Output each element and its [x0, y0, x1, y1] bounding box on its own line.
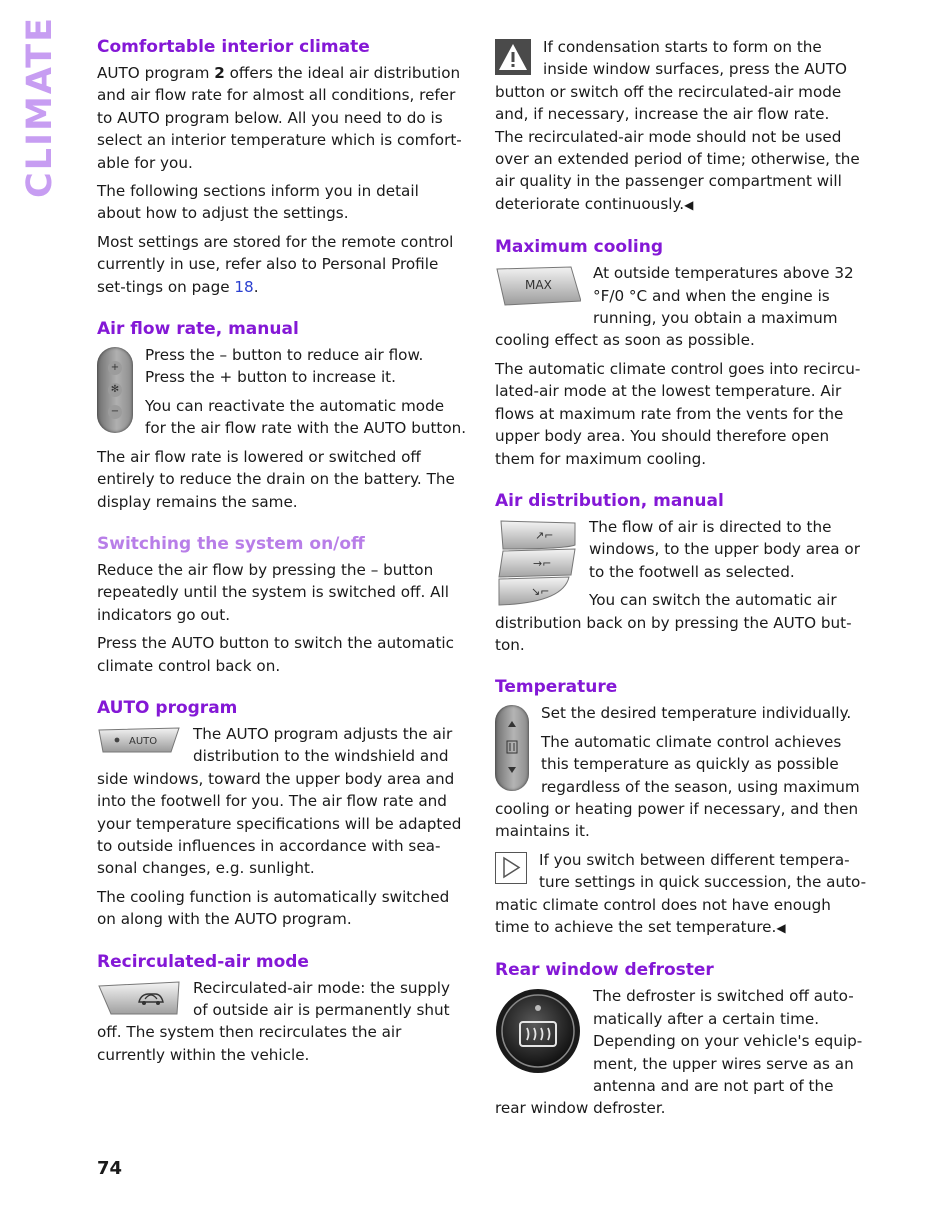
- page-number: 74: [97, 1158, 123, 1179]
- onoff-paragraph-2: Press the AUTO button to switch the automatic climate control back on.: [97, 634, 454, 675]
- section-auto: [97, 697, 467, 931]
- heading-onoff: Switching the system on/off: [97, 533, 365, 554]
- section-defroster: [495, 959, 867, 1119]
- heading-airflow: Air flow rate, manual: [97, 319, 299, 340]
- heading-defroster: Rear window defroster: [495, 960, 714, 981]
- heading-maxcool: Maximum cooling: [495, 237, 663, 258]
- section-comfort: [97, 36, 467, 298]
- airflow-paragraph-2: You can reactivate the automatic mode for the air flow rate with the AUTO button.: [145, 396, 467, 438]
- max-button-label: MAX: [525, 278, 552, 293]
- warning-paragraph-2: The recirculated-air mode should not be used over an extended period of time; otherwise, the air quality in the passenger compartment will deteriorate continuously.◀: [495, 127, 860, 213]
- auto-paragraph-1: The AUTO program adjusts the air distribution to the windshield and side windows, toward the upper body area and into the footwell for you. The air flow rate and your temperature specifications will be adapted to outside influences in accordance with sea-sonal changes, e.g. sunlight.: [97, 724, 462, 878]
- heading-auto: AUTO program: [97, 697, 238, 718]
- airflow-paragraph-1: Press the – button to reduce air flow. Press the + button to increase it.: [145, 346, 424, 387]
- distribution-paragraph-2: You can switch the automatic air distribution back on by pressing the AUTO but-ton.: [495, 591, 852, 654]
- max-button-icon: [495, 265, 581, 307]
- end-marker-icon: ◀: [776, 921, 786, 935]
- warning-paragraph-1: If condensation starts to form on the inside window surfaces, press the AUTO button or switch off the recirculated-air mode and, if necessary, increase the air flow rate.: [495, 38, 847, 124]
- fan-control-icon: + ✻ −: [97, 347, 133, 433]
- comfort-paragraph-3: Most settings are stored for the remote control currently in use, refer also to Personal Profile set-tings on page 18.: [97, 232, 454, 296]
- temperature-paragraph-2: The automatic climate control achieves this temperature as quickly as possible regardless of the season, using maximum cooling or heating power if necessary, and then maintains it.: [495, 732, 860, 841]
- maxcool-paragraph-2: The automatic climate control goes into recircu-lated-air mode at the lowest temperature. Air flows at maximum rate from the vents for the upper body area. You should therefore open them for maximum cooling.: [495, 359, 861, 468]
- temperature-paragraph-1: Set the desired temperature individually.: [541, 704, 852, 723]
- recirculation-button-icon: [97, 980, 181, 1016]
- warning-icon: [495, 39, 531, 75]
- section-temperature: [495, 676, 867, 939]
- right-column: [495, 36, 867, 1140]
- temperature-rocker-icon: [495, 705, 529, 791]
- section-distribution: [495, 490, 867, 656]
- auto-button-icon: [97, 726, 181, 754]
- section-recirc: [97, 951, 467, 1067]
- chapter-title: CLIMATE: [20, 16, 60, 198]
- svg-text:→⌐: →⌐: [533, 556, 552, 570]
- temperature-note: If you switch between different tempera-ture settings in quick succession, the auto-matic climate control does not have enough time to achieve the set temperature.◀: [495, 850, 867, 936]
- section-warning: [495, 36, 867, 216]
- rear-defroster-button-icon: [495, 988, 581, 1074]
- note-icon: [495, 852, 527, 884]
- airflow-paragraph-3: The air flow rate is lowered or switched off entirely to reduce the drain on the battery. The display remains the same.: [97, 447, 455, 511]
- comfort-paragraph-1: AUTO program 2 offers the ideal air distribution and air flow rate for almost all conditions, refer to AUTO program below. All you need to do is select an interior temperature which is comfort-able for you.: [97, 64, 462, 172]
- comfort-paragraph-2: The following sections inform you in detail about how to adjust the settings.: [97, 182, 419, 223]
- end-marker-icon: ◀: [684, 197, 694, 212]
- section-airflow: [97, 318, 467, 513]
- distribution-paragraph-1: The flow of air is directed to the windows, to the upper body area or to the footwell as selected.: [589, 517, 860, 581]
- defroster-paragraph-1: The defroster is switched off auto-matically after a certain time. Depending on your vehicle's equip-ment, the upper wires serve as an antenna and are not part of the rear window defroster.: [495, 987, 863, 1118]
- section-maxcool: [495, 236, 867, 470]
- svg-text:↘⌐: ↘⌐: [531, 584, 550, 598]
- page-18-link[interactable]: 18: [234, 277, 254, 296]
- heading-distribution: Air distribution, manual: [495, 490, 724, 511]
- maxcool-paragraph-1: At outside temperatures above 32 °F/0 °C and when the engine is running, you obtain a maximum cooling effect as soon as possible.: [495, 264, 854, 350]
- auto-button-label: AUTO: [129, 735, 158, 747]
- heading-comfort: Comfortable interior climate: [97, 37, 370, 57]
- recirc-paragraph-1: Recirculated-air mode: the supply of outside air is permanently shut off. The system then recirculates the air currently within the vehicle.: [97, 978, 451, 1064]
- section-onoff: [97, 533, 467, 677]
- air-distribution-buttons-icon: [495, 519, 577, 607]
- heading-recirc: Recirculated-air mode: [97, 951, 309, 972]
- left-column: [97, 36, 467, 1086]
- auto-paragraph-2: The cooling function is automatically switched on along with the AUTO program.: [97, 887, 450, 929]
- chapter-side-tab: [18, 16, 62, 198]
- onoff-paragraph-1: Reduce the air flow by pressing the – button repeatedly until the system is switched off. All indicators go out.: [97, 560, 449, 624]
- svg-text:↗⌐: ↗⌐: [535, 528, 554, 542]
- heading-temperature: Temperature: [495, 677, 618, 698]
